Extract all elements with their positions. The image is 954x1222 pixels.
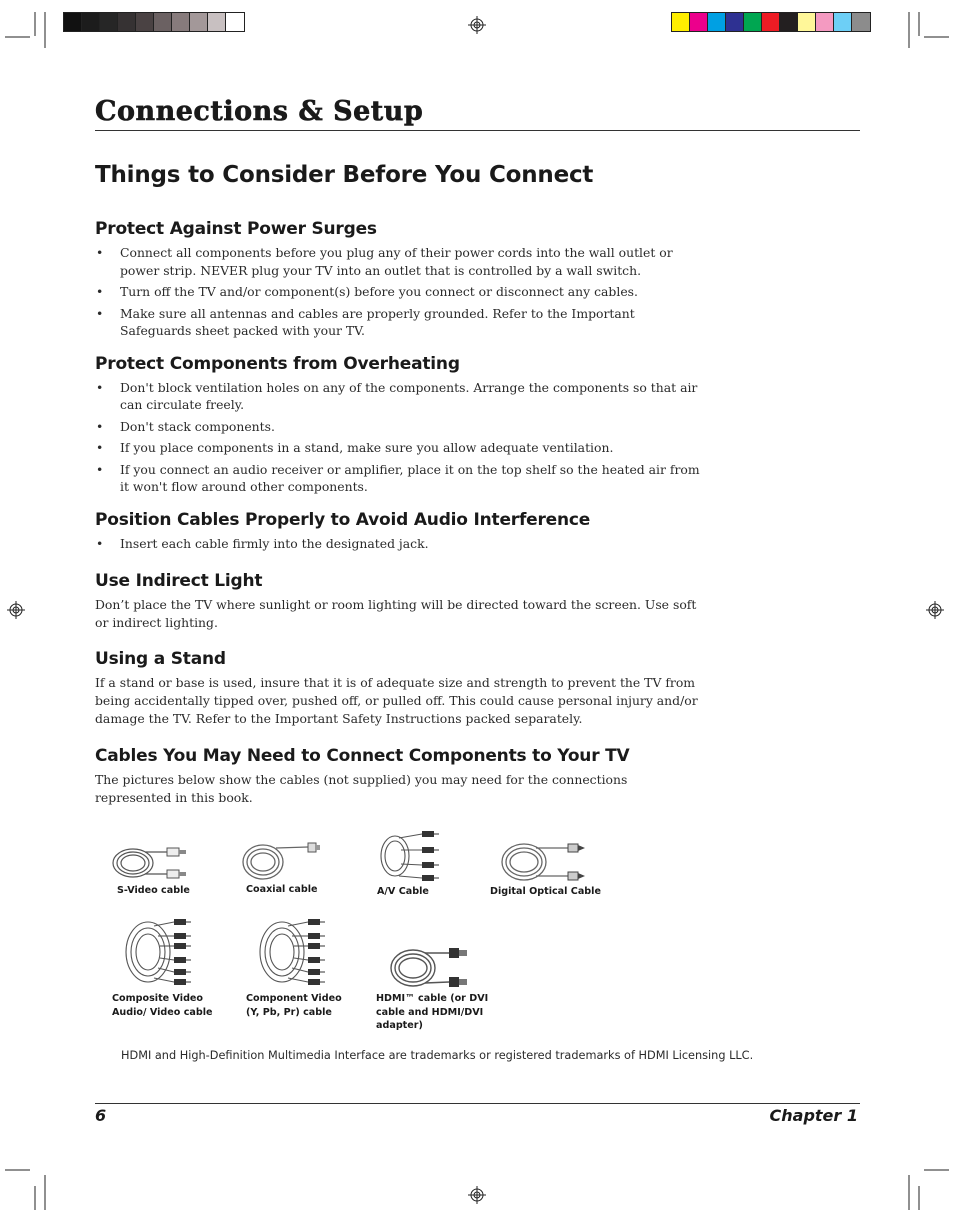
list-item: • Connect all components before you plug any of their power cords into the wall outlet or power strip. NEVER plug your TV into an outlet that is controlled by a wall switch.: [95, 244, 705, 279]
trademark-note: HDMI and High-Definition Multimedia Interface are trademarks or registered trademarks of HDMI Licensing LLC.: [121, 1049, 754, 1062]
cables-needed-text: The pictures below show the cables (not supplied) you may need for the connections represented in this book.: [95, 772, 628, 805]
digital-optical-cable-image: [496, 840, 588, 884]
gray-swatch: [100, 13, 118, 31]
gray-swatch: [226, 13, 244, 31]
color-swatch: [798, 13, 816, 31]
list-item: • Turn off the TV and/or component(s) before you connect or disconnect any cables.: [95, 283, 705, 301]
main-content: [95, 160, 705, 807]
chapter-header: [95, 96, 860, 131]
s-video-cable-label: S-Video cable: [117, 885, 190, 896]
registration-mark-top: [468, 16, 486, 34]
color-swatch: [744, 13, 762, 31]
section-heading-cables-needed: Cables You May Need to Connect Components to Your TV: [95, 746, 630, 766]
registration-mark-right: [926, 601, 944, 619]
gray-swatch: [82, 13, 100, 31]
process-color-bar: [671, 12, 871, 32]
using-stand-text: If a stand or base is used, insure that it is of adequate size and strength to prevent the TV from being accidentally tipped over, pushed off, or pulled off. This could cause personal injury and/or damage the TV. Refer to the Important Safety Instructions packed separately.: [95, 675, 698, 726]
chapter-title: Connections & Setup: [95, 96, 424, 127]
color-swatch: [690, 13, 708, 31]
section-heading-overheating: Protect Components from Overheating: [95, 353, 460, 374]
gray-swatch: [118, 13, 136, 31]
page-number: 6: [95, 1106, 107, 1125]
av-cable-label: A/V Cable: [377, 886, 429, 897]
color-swatch: [816, 13, 834, 31]
hdmi-cable-label: HDMI™ cable (or DVI cable and HDMI/DVI adapter): [376, 993, 489, 1031]
list-item: • If you connect an audio receiver or amplifier, place it on the top shelf so the heated air from it won't flow around other components.: [95, 461, 705, 496]
page-title: Things to Consider Before You Connect: [95, 162, 594, 188]
position-cables-list: [95, 535, 705, 553]
registration-mark-bottom: [468, 1186, 486, 1204]
list-item: • If you place components in a stand, make sure you allow adequate ventilation.: [95, 439, 705, 457]
registration-mark-left: [7, 601, 25, 619]
gray-swatch: [208, 13, 226, 31]
digital-optical-cable-label: Digital Optical Cable: [490, 886, 601, 897]
color-swatch: [834, 13, 852, 31]
gray-swatch: [64, 13, 82, 31]
section-heading-using-stand: Using a Stand: [95, 649, 226, 669]
grayscale-color-bar: [63, 12, 245, 32]
gray-swatch: [154, 13, 172, 31]
coaxial-cable-label: Coaxial cable: [246, 884, 318, 895]
color-swatch: [672, 13, 690, 31]
composite-video-cable-image: [120, 912, 196, 990]
section-heading-position-cables: Position Cables Properly to Avoid Audio Interference: [95, 509, 591, 530]
color-swatch: [762, 13, 780, 31]
section-heading-power-surges: Protect Against Power Surges: [95, 219, 377, 239]
color-swatch: [708, 13, 726, 31]
color-swatch: [852, 13, 870, 31]
list-item: • Insert each cable firmly into the designated jack.: [95, 535, 705, 553]
list-item: • Don't stack components.: [95, 418, 705, 436]
section-heading-indirect-light: Use Indirect Light: [95, 571, 263, 591]
list-item: • Make sure all antennas and cables are properly grounded. Refer to the Important Safeguards sheet packed with your TV.: [95, 305, 705, 340]
gray-swatch: [190, 13, 208, 31]
hdmi-cable-image: [387, 944, 471, 990]
footer-rule: [95, 1103, 860, 1104]
color-swatch: [726, 13, 744, 31]
gray-swatch: [172, 13, 190, 31]
indirect-light-text: Don’t place the TV where sunlight or room lighting will be directed toward the screen. Use soft or indirect lighting.: [95, 597, 697, 630]
component-video-cable-image: [254, 912, 330, 990]
coaxial-cable-image: [238, 838, 322, 882]
composite-video-cable-label: Composite Video Audio/ Video cable: [112, 993, 213, 1018]
list-item: • Don't block ventilation holes on any of the components. Arrange the components so that air can circulate freely.: [95, 379, 705, 414]
s-video-cable-image: [105, 843, 191, 883]
color-swatch: [780, 13, 798, 31]
power-surges-list: [95, 244, 705, 340]
chapter-label: Chapter 1: [769, 1106, 858, 1125]
gray-swatch: [136, 13, 154, 31]
av-cable-image: [377, 828, 445, 884]
overheating-list: [95, 379, 705, 496]
component-video-cable-label: Component Video (Y, Pb, Pr) cable: [246, 993, 342, 1018]
